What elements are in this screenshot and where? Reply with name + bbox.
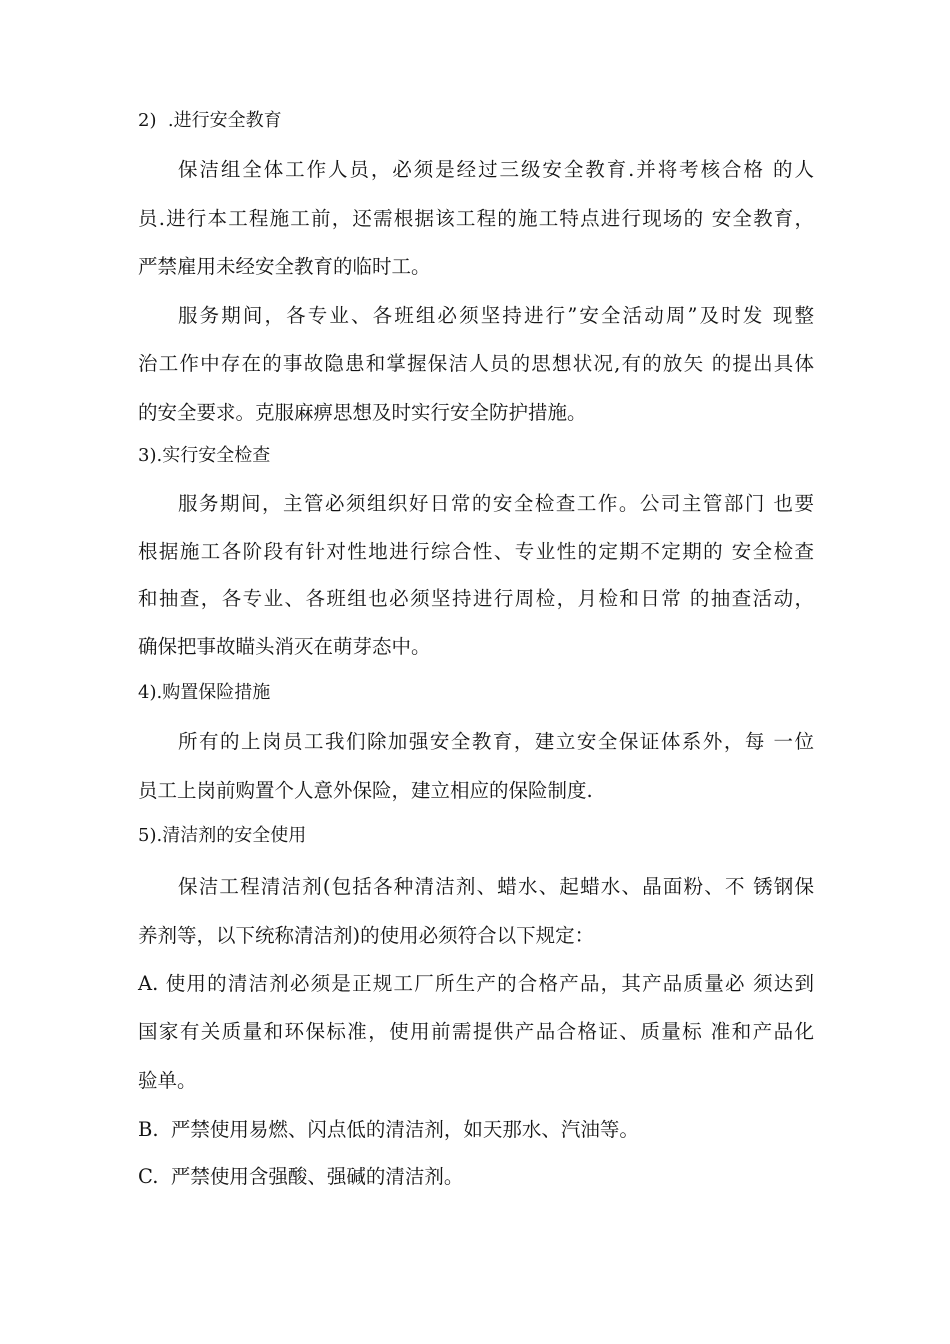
list-item-b: B. 严禁使用易燃、闪点低的清洁剂，如天那水、汽油等。 [138, 1118, 639, 1141]
paragraph-line: 养剂等，以下统称清洁剂)的使用必须符合以下规定： [138, 924, 595, 947]
paragraph-line: 所有的上岗员工我们除加强安全教育，建立安全保证体系外，每 一位 [178, 730, 814, 753]
paragraph-line: 服务期间，主管必须组织好日常的安全检查工作。公司主管部门 也要 [178, 492, 814, 515]
section-heading-3: 3).实行安全检查 [138, 445, 271, 466]
paragraph-line: 确保把事故瞄头消灭在萌芽态中。 [138, 635, 431, 658]
list-item-a: A. 使用的清洁剂必须是正规工厂所生产的合格产品，其产品质量必 须达到 [138, 972, 814, 995]
paragraph-line: 严禁雇用未经安全教育的临时工。 [138, 255, 431, 278]
section-heading-5: 5).清洁剂的安全使用 [138, 825, 307, 846]
paragraph-line: 员.进行本工程施工前，还需根据该工程的施工特点进行现场的 安全教育， [138, 207, 814, 230]
paragraph-line: 治工作中存在的事故隐患和掌握保洁人员的思想状况,有的放矢 的提出具体 [138, 352, 814, 375]
paragraph-line: 保洁组全体工作人员，必须是经过三级安全教育.并将考核合格 的人 [178, 158, 814, 181]
section-heading-2: 2) .进行安全教育 [138, 110, 282, 131]
paragraph-line: 和抽查，各专业、各班组也必须坚持进行周检，月检和日常 的抽查活动， [138, 587, 814, 610]
paragraph-line: 员工上岗前购置个人意外保险，建立相应的保险制度. [138, 779, 593, 802]
paragraph-line: 根据施工各阶段有针对性地进行综合性、专业性的定期不定期的 安全检查 [138, 540, 814, 563]
paragraph-line: 服务期间，各专业、各班组必须坚持进行”安全活动周”及时发 现整 [178, 304, 814, 327]
section-heading-4: 4).购置保险措施 [138, 682, 271, 703]
paragraph-line: 的安全要求。克服麻痹思想及时实行安全防护措施。 [138, 401, 587, 424]
paragraph-line: 保洁工程清洁剂(包括各种清洁剂、蜡水、起蜡水、晶面粉、不 锈钢保 [178, 875, 814, 898]
paragraph-line: 国家有关质量和环保标准，使用前需提供产品合格证、质量标 准和产品化 [138, 1020, 814, 1043]
paragraph-line: 验单。 [138, 1069, 197, 1092]
list-item-c: C. 严禁使用含强酸、强碱的清洁剂。 [138, 1165, 464, 1188]
